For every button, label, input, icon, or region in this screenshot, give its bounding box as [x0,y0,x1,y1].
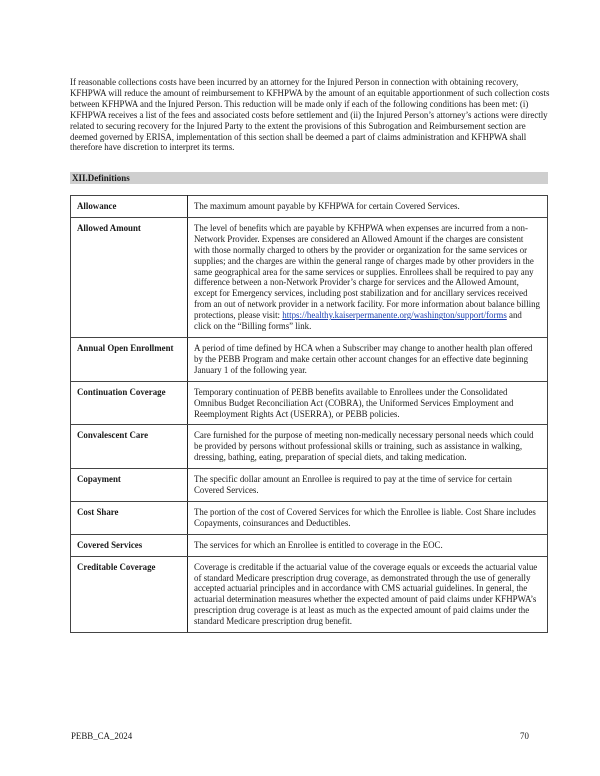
table-row [71,556,548,632]
definition-term: Allowance [71,196,188,218]
table-row [71,337,548,381]
definition-text: A period of time defined by HCA when a Subscriber may change to another health plan offered by the PEBB Program and make certain other account changes for an effective date beginning January 1 of the following year. [188,337,548,381]
definition-text: Care furnished for the purpose of meeting non-medically necessary personal needs which could be provided by persons without professional skills or training, such as assistance in walking, dressing, bathing, eating, preparation of special diets, and taking medication. [188,425,548,469]
intro-paragraph: If reasonable collections costs have been incurred by an attorney for the Injured Person in connection with obtaining recovery, KFHPWA will reduce the amount of reimbursement to KFHPWA by the amount of an equitable apportionment of such collection costs between KFHPWA and the Injured Person. This reduction will be made only if each of the following conditions has been met: (i) KFHPWA receives a list of the fees and associated costs before settlement and (ii) the Injured Person’s attorney’s actions were directly related to securing recovery for the Injured Party to the extent the provisions of this Subrogation and Reimbursement section are deemed governed by ERISA, implementation of this section shall be deemed a part of claims administration and KFHPWA shall therefore have discretion to interpret its terms. [70,77,550,153]
definition-text: The maximum amount payable by KFHPWA for certain Covered Services. [188,196,548,218]
definition-text [188,217,548,337]
definition-term: Allowed Amount [71,217,188,337]
definition-term: Annual Open Enrollment [71,337,188,381]
section-heading: XII.Definitions [70,172,548,184]
table-row [71,469,548,502]
table-row [71,381,548,425]
definition-text: Coverage is creditable if the actuarial value of the coverage equals or exceeds the actuarial value of standard Medicare prescription drug coverage, as demonstrated through the use of generally accepted actuarial principles and in accordance with CMS actuarial guidelines. In general, the actuarial determination measures whether the expected amount of paid claims under KFHPWA’s prescription drug coverage is at least as much as the expected amount of paid claims under the standard Medicare prescription drug benefit. [188,556,548,632]
billing-forms-link[interactable]: https://healthy.kaiserpermanente.org/washington/support/forms [282,310,507,321]
definition-text: Temporary continuation of PEBB benefits available to Enrollees under the Consolidated Omnibus Budget Reconciliation Act (COBRA), the Uniformed Services Employment and Reemployment Rights Act (USERRA), or PEBB policies. [188,381,548,425]
footer-page-number: 70 [520,731,529,741]
table-row [71,196,548,218]
footer-document-id: PEBB_CA_2024 [71,731,133,741]
definition-term: Convalescent Care [71,425,188,469]
definition-term: Covered Services [71,534,188,556]
definition-text: The services for which an Enrollee is entitled to coverage in the EOC. [188,534,548,556]
definitions-table [70,195,548,633]
table-row [71,425,548,469]
table-row [71,501,548,534]
definition-text: The portion of the cost of Covered Services for which the Enrollee is liable. Cost Share includes Copayments, coinsurances and Deductibles. [188,501,548,534]
definition-text-part: and click on the “Billing forms” link. [194,310,522,332]
definition-text-part: The level of benefits which are payable by KFHPWA when expenses are incurred from a non-Network Provider. Expenses are considered an Allowed Amount if the charges are consistent with those normally charged to others by the provider or organization for the same services or supplies; and the charges are within the general range of charges made by other providers in the same geographical area for the same services or supplies. Enrollees shall be required to pay any difference between a non-Network Provider’s charge for services and the Allowed Amount, except for Emergency services, including post stabilization and for ancillary services received from an out of network provider in a network facility. For more information about balance billing protections, please visit: [194,222,540,321]
definition-text: The specific dollar amount an Enrollee is required to pay at the time of service for certain Covered Services. [188,469,548,502]
table-row [71,217,548,337]
definition-term: Continuation Coverage [71,381,188,425]
table-row [71,534,548,556]
definition-term: Creditable Coverage [71,556,188,632]
definition-term: Cost Share [71,501,188,534]
definition-term: Copayment [71,469,188,502]
